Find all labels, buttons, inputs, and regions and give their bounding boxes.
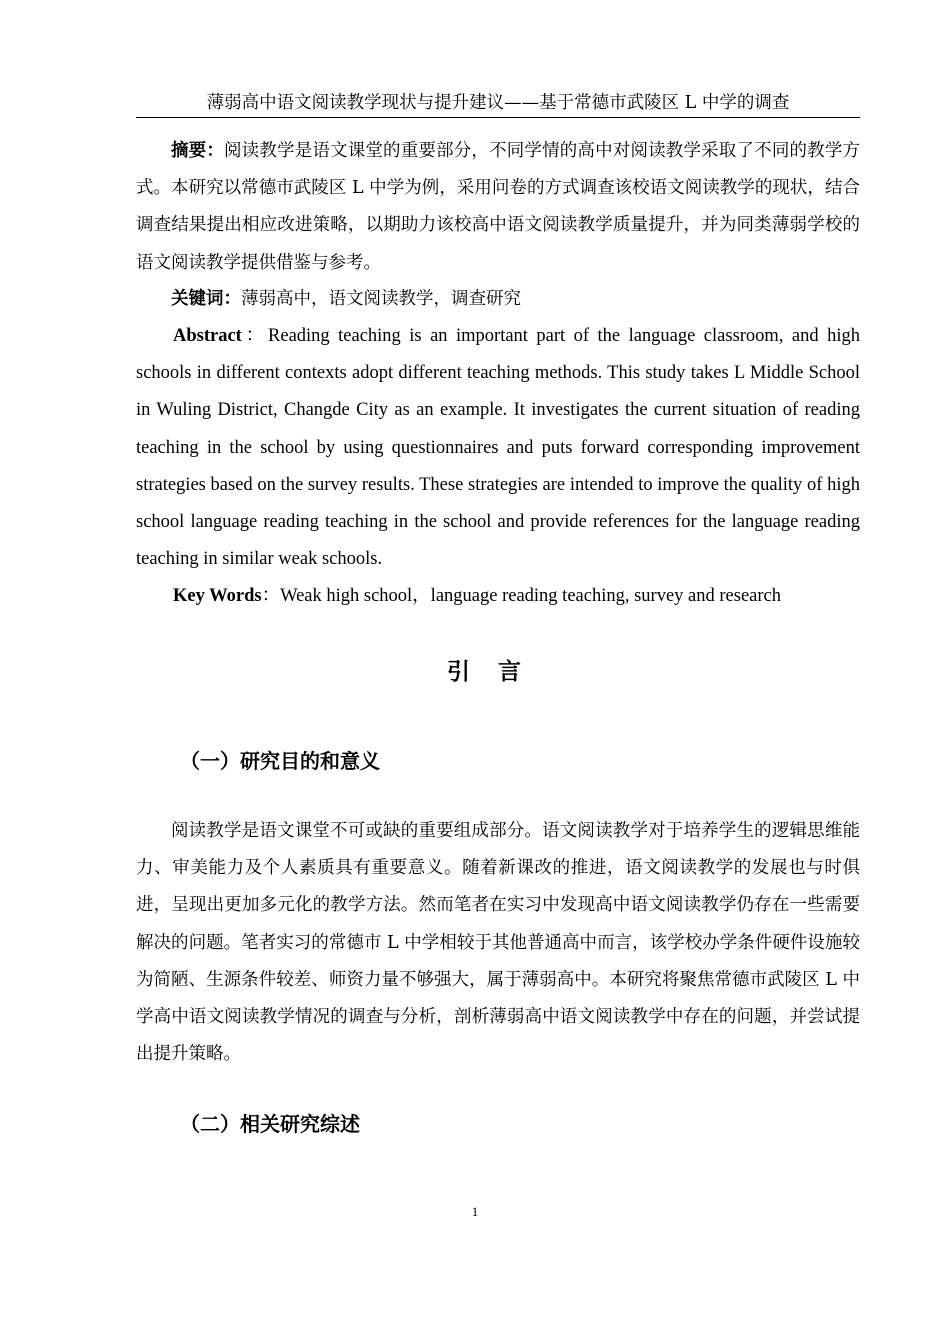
keywords-cn-text: 薄弱高中，语文阅读教学，调查研究 [241,289,521,309]
keywords-cn [136,281,860,318]
running-header: 薄弱高中语文阅读教学现状与提升建议——基于常德市武陵区 L 中学的调查 [136,92,860,118]
abstract-cn [136,133,860,282]
abstract-en-text: Reading teaching is an important part of the language classroom, and high schools in different contexts adopt different teaching methods. This study takes L Middle School in Wuling District, Changde City as an example. It investigates the current situation of reading teaching in the school by using questionnaires and puts forward corresponding improvement strategies based on the survey results. These strategies are intended to improve the quality of high school language reading teaching in the school and provide references for the language reading teaching in similar weak schools. [136,326,860,570]
abstract-en-label: Abstract [173,326,242,346]
section-title: 引言 [447,659,549,685]
subsection-1-text: 阅读教学是语文课堂不可或缺的重要组成部分。语文阅读教学对于培养学生的逻辑思维能力、审美能力及个人素质具有重要意义。随着新课改的推进，语文阅读教学的发展也与时俱进，呈现出更加多元化的教学方法。然而笔者在实习中发现高中语文阅读教学仍存在一些需要解决的问题。笔者实习的常德市 L 中学相较于其他普通高中而言，该学校办学条件硬件设施较为简陋、生源条件较差、师资力量不够强大，属于薄弱高中。本研究将聚焦常德市武陵区 L 中学高中语文阅读教学情况的调查与分析，剖析薄弱高中语文阅读教学中存在的问题，并尝试提出提升策略。 [136,821,860,1065]
keywords-en-label: Key Words [173,586,262,606]
keywords-en [136,578,860,615]
keywords-cn-label: 关键词： [171,289,241,309]
subsection-1-title: （一）研究目的和意义 [180,749,380,773]
abstract-en [136,318,860,578]
keywords-en-sep: ： [261,586,281,606]
keywords-en-text: Weak high school，language reading teaching, survey and research [280,586,781,606]
abstract-cn-text: 阅读教学是语文课堂的重要部分，不同学情的高中对阅读教学采取了不同的教学方式。本研究以常德市武陵区 L 中学为例，采用问卷的方式调查该校语文阅读教学的现状，结合调查结果提出相应改进策略，以期助力该校高中语文阅读教学质量提升，并为同类薄弱学校的语文阅读教学提供借鉴与参考。 [136,141,860,273]
abstract-cn-label: 摘要： [171,141,225,161]
subsection-1-body [136,813,860,1073]
page-number: 1 [471,1204,479,1219]
abstract-en-sep: ： [241,326,269,346]
subsection-2-title: （二）相关研究综述 [180,1112,360,1136]
